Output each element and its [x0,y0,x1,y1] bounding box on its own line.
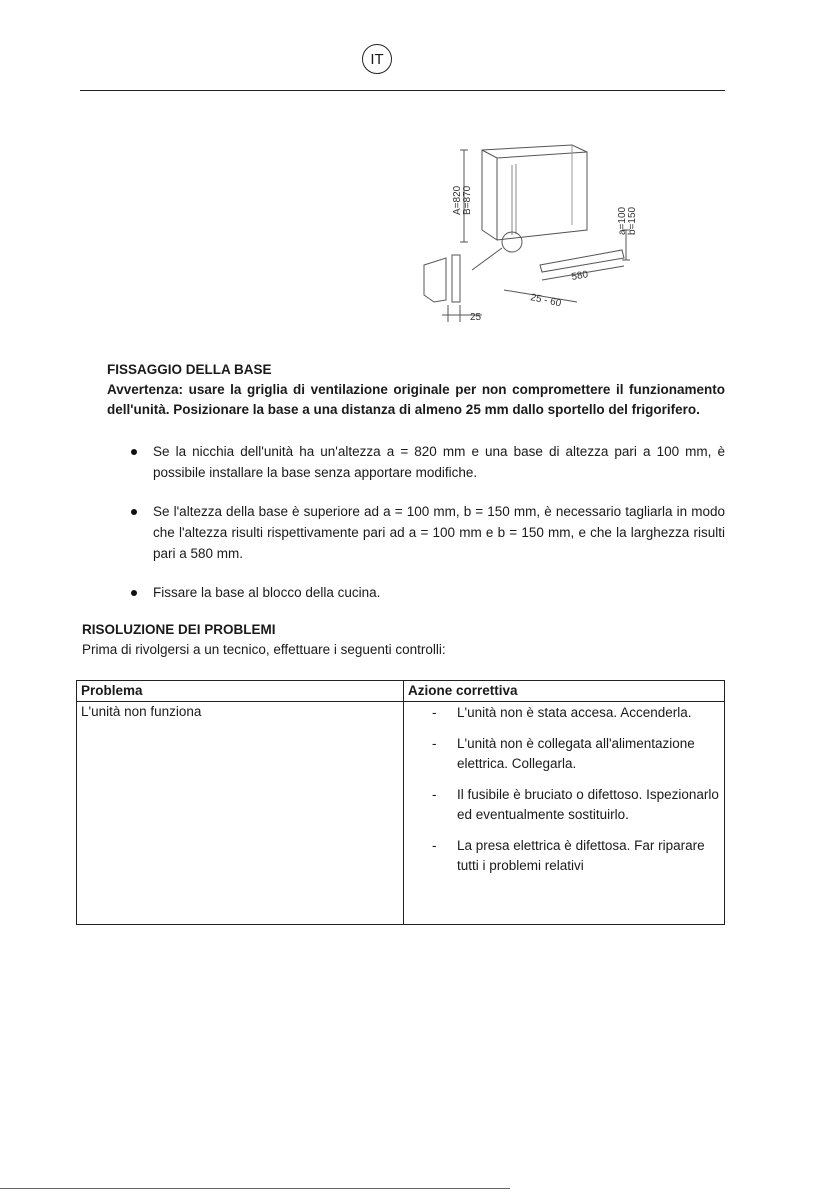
action-text: Il fusibile è bruciato o difettoso. Ispezionarlo ed eventualmente sostituirlo. [457,787,719,822]
action-item [408,836,720,876]
bullet-dot-icon [131,449,137,455]
column-header-action: Azione correttiva [404,681,725,702]
label-distance: 25 - 60 [529,292,563,310]
base-fixing-heading: FISSAGGIO DELLA BASE [107,362,272,377]
bullet-text: Se la nicchia dell'unità ha un'altezza a = 820 mm e una base di altezza pari a 100 mm, è possibile installare la base senza apportare modifiche. [153,444,725,480]
dash-marker: - [432,787,437,802]
bullet-item [107,582,725,603]
bullet-dot-icon [131,590,137,596]
label-height-a: A=820 [452,185,463,215]
action-text: L'unità non è collegata all'alimentazione elettrica. Collegarla. [457,736,695,771]
action-text: La presa elettrica è difettosa. Far riparare tutti i problemi relativi [457,838,705,873]
bullet-item [107,501,725,564]
column-header-problem: Problema [77,681,404,702]
base-fixing-bullets [107,441,725,603]
table-row [77,702,725,925]
action-text: L'unità non è stata accesa. Accenderla. [457,705,692,720]
action-list [408,703,720,876]
appliance-outline [482,145,587,240]
action-item [408,734,720,774]
base-fixing-warning: Avvertenza: usare la griglia di ventilazione originale per non compromettere il funzionamento dell'unità. Posizionare la base a una distanza di almeno 25 mm dallo sportello del frigorifero. [107,382,725,417]
dash-marker: - [432,705,437,720]
bullet-item [107,441,725,483]
label-base-a: a=100 [617,206,628,235]
table-header-row [77,681,725,702]
diagram-svg [412,130,644,330]
bullet-dot-icon [131,509,137,515]
label-width: 580 [570,269,589,283]
action-cell [404,702,725,925]
footer-divider [0,1188,510,1189]
troubleshooting-section [82,620,725,660]
troubleshooting-intro: Prima di rivolgersi a un tecnico, effettuare i seguenti controlli: [82,642,446,657]
base-fixing-section [107,360,725,420]
base-plinth [540,250,624,272]
label-height-b: B=870 [462,185,473,215]
dash-marker: - [432,736,437,751]
label-base-b: b=150 [627,206,638,235]
language-badge: IT [362,44,392,74]
side-detail [424,258,446,302]
base-installation-diagram [412,130,644,330]
header-divider [80,90,725,91]
troubleshooting-table [76,680,725,925]
action-item [408,703,720,723]
troubleshooting-heading: RISOLUZIONE DEI PROBLEMI [82,622,276,637]
bullet-text: Se l'altezza della base è superiore ad a = 100 mm, b = 150 mm, è necessario tagliarla in modo che l'altezza risulti rispettivamente pari ad a = 100 mm e b = 150 mm, e che la larghezza risulti pari a 580 mm. [153,504,725,561]
label-gap: 25 [470,312,482,323]
action-item [408,785,720,825]
problem-cell: L'unità non funziona [77,702,404,925]
dash-marker: - [432,838,437,853]
bullet-text: Fissare la base al blocco della cucina. [153,585,381,600]
